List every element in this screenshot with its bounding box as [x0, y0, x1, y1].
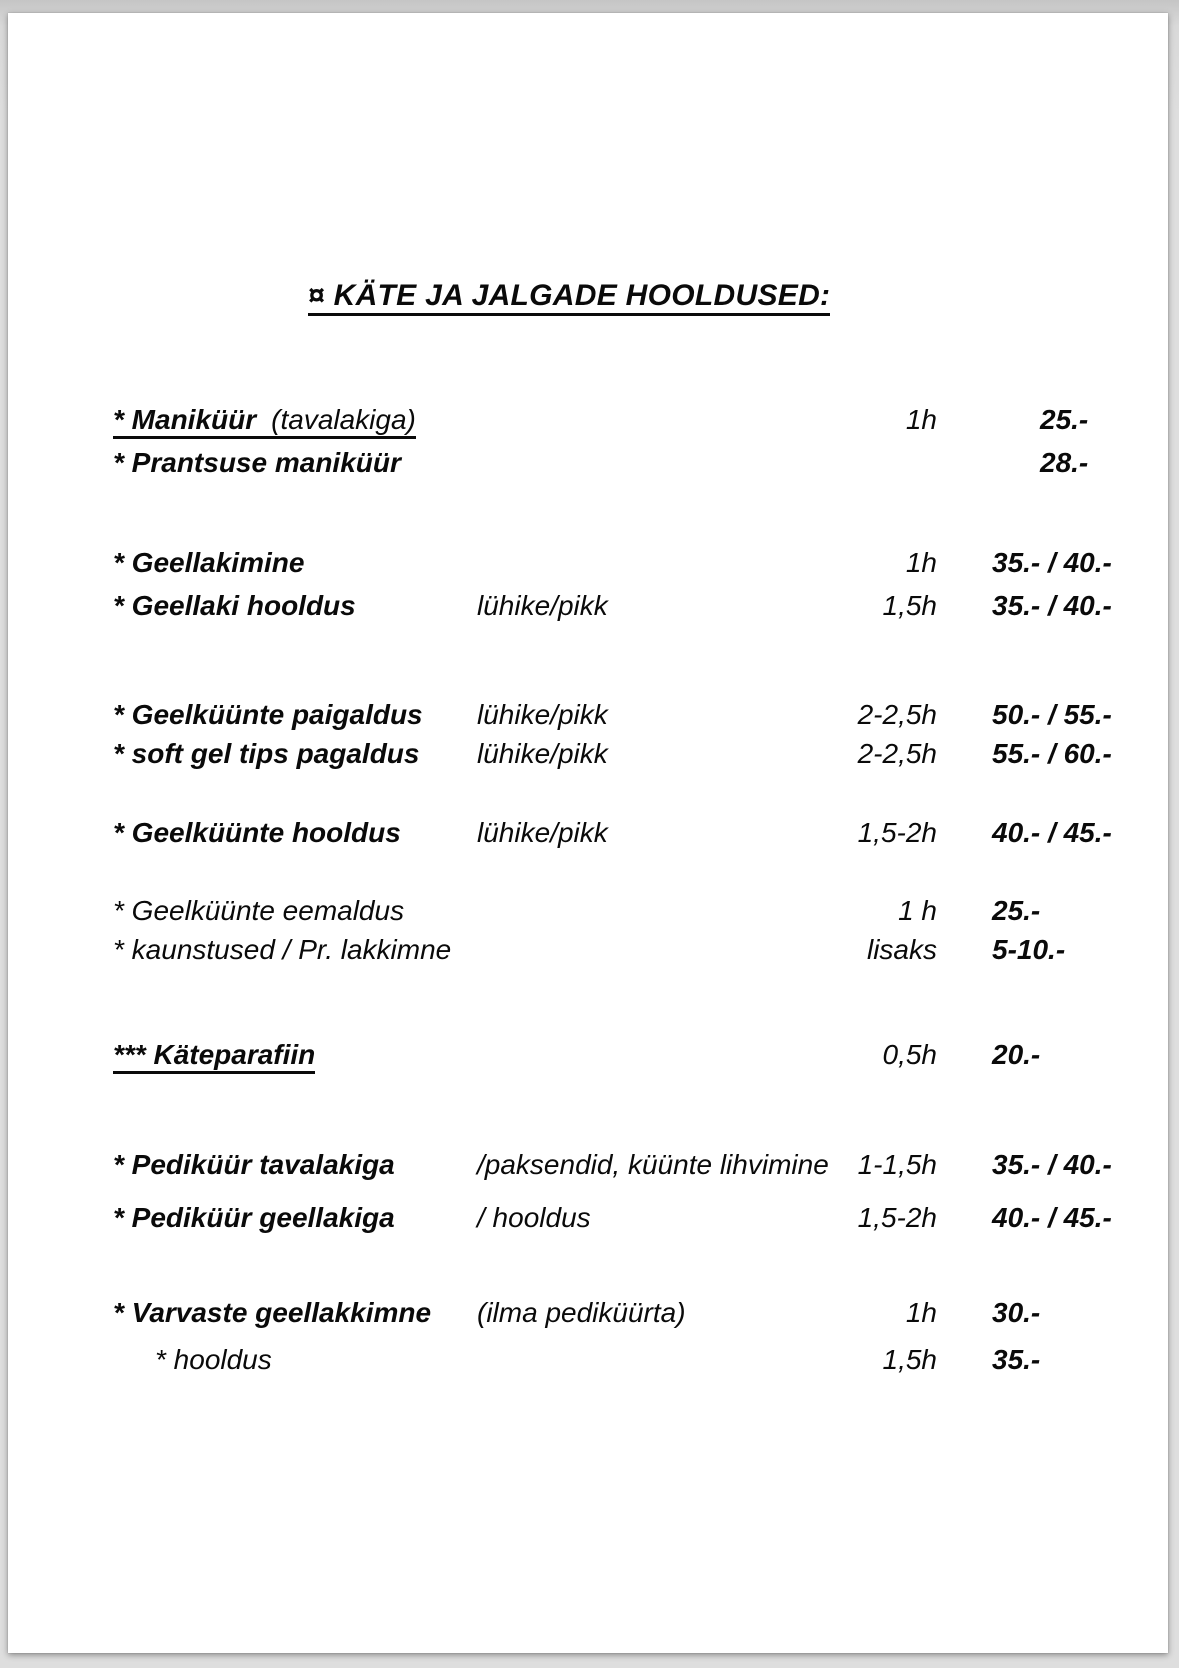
service-price: 25.-	[1040, 404, 1089, 435]
service-name: * Geelküünte paigaldus	[113, 699, 423, 730]
service-name-text: *** Käteparafiin	[113, 1039, 315, 1074]
service-detail: lühike/pikk	[477, 590, 608, 621]
service-name: * Geellakimine	[113, 547, 305, 578]
service-price: 20.-	[992, 1039, 1041, 1070]
service-duration: 1 h	[898, 895, 937, 926]
service-detail: lühike/pikk	[477, 738, 608, 769]
service-duration: 2-2,5h	[857, 699, 937, 730]
service-duration: 1,5-2h	[857, 1202, 937, 1233]
service-duration: 1,5-2h	[857, 817, 937, 848]
service-duration: 2-2,5h	[857, 738, 937, 769]
service-name: * soft gel tips pagaldus	[113, 738, 420, 769]
service-name-text: * Maniküür	[113, 404, 257, 435]
service-name	[113, 1038, 315, 1072]
service-name: * kaunstused / Pr. lakkimne	[113, 934, 452, 965]
service-duration: 1,5h	[882, 1344, 937, 1375]
service-detail: /paksendid, küünte lihvimine	[477, 1149, 829, 1180]
document-page	[8, 13, 1168, 1653]
service-detail: (ilma pediküürta)	[477, 1297, 686, 1328]
menu-row	[8, 1148, 1168, 1182]
menu-row	[8, 446, 1168, 480]
service-name: * Pediküür geellakiga	[113, 1202, 395, 1233]
service-name: * Varvaste geellakkimne	[113, 1297, 432, 1328]
service-name	[113, 403, 416, 437]
service-price: 55.- / 60.-	[992, 738, 1112, 769]
service-name: * Prantsuse maniküür	[113, 447, 401, 478]
service-price: 35.- / 40.-	[992, 547, 1112, 578]
service-price: 5-10.-	[992, 934, 1066, 965]
service-price: 30.-	[992, 1297, 1041, 1328]
menu-row	[8, 403, 1168, 437]
service-price: 28.-	[1040, 447, 1089, 478]
service-name: * Geellaki hooldus	[113, 590, 356, 621]
menu-row	[8, 816, 1168, 850]
menu-row	[8, 933, 1168, 967]
service-price: 35.- / 40.-	[992, 1149, 1112, 1180]
service-detail: lühike/pikk	[477, 699, 608, 730]
service-name: * Geelküünte eemaldus	[113, 895, 405, 926]
service-duration: 0,5h	[882, 1039, 937, 1070]
service-price: 25.-	[992, 895, 1041, 926]
service-name: * Pediküür tavalakiga	[113, 1149, 395, 1180]
menu-row	[8, 894, 1168, 928]
menu-row	[8, 1296, 1168, 1330]
service-duration: 1,5h	[882, 590, 937, 621]
service-price: 40.- / 45.-	[992, 817, 1112, 848]
menu-row	[8, 1038, 1168, 1072]
menu-row	[8, 737, 1168, 771]
service-duration: lisaks	[866, 934, 937, 965]
service-duration: 1h	[905, 547, 937, 578]
service-price: 35.- / 40.-	[992, 590, 1112, 621]
service-detail-inline: (tavalakiga)	[271, 404, 416, 435]
service-name: * hooldus	[155, 1344, 272, 1375]
service-name: * Geelküünte hooldus	[113, 817, 401, 848]
service-detail: lühike/pikk	[477, 817, 608, 848]
service-price: 40.- / 45.-	[992, 1202, 1112, 1233]
service-detail: / hooldus	[477, 1202, 591, 1233]
menu-row	[8, 698, 1168, 732]
service-duration: 1h	[905, 404, 937, 435]
page-title-text: ¤ KÄTE JA JALGADE HOOLDUSED:	[308, 279, 830, 316]
service-duration: 1-1,5h	[857, 1149, 937, 1180]
menu-row	[8, 589, 1168, 623]
menu-row	[8, 1201, 1168, 1235]
menu-row	[8, 546, 1168, 580]
service-price: 50.- / 55.-	[992, 699, 1112, 730]
service-price: 35.-	[992, 1344, 1041, 1375]
menu-row	[8, 1343, 1168, 1377]
page-title	[308, 279, 830, 313]
service-duration: 1h	[905, 1297, 937, 1328]
